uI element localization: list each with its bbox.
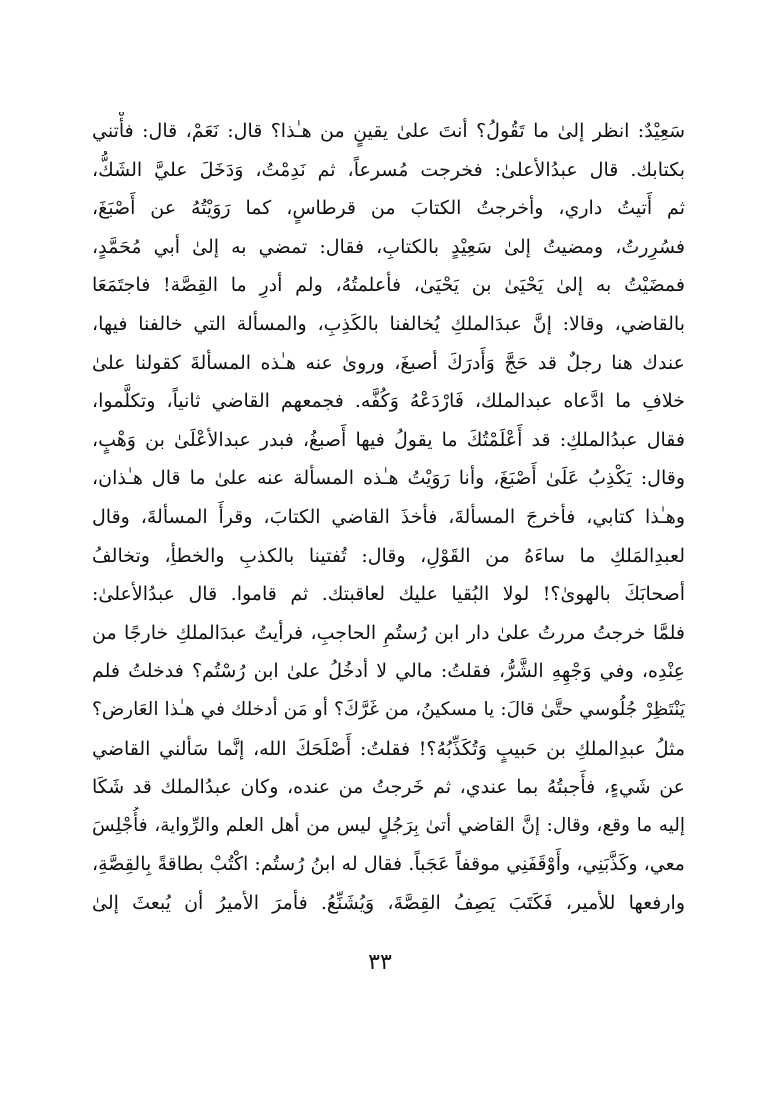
text-line-20: معي، وكَذَّبَنِي، وأَوْقَفَنِي موقفاً عَجَباً. فقال له ابنُ رُستُم: اكْتُبْ بطاقةً بِالقِصَّةِ،: [92, 853, 685, 876]
text-line-14: فلمَّا خرجتُ مررتُ علىٰ دار ابن رُستُمِ الحاجبِ، فرأيتُ عبدَالملكِ خارجًا من: [92, 621, 685, 644]
text-line-5: فمضَيْتُ به إلىٰ يَحْيَىٰ بن يَحْيَىٰ، فأعلمتُهُ، ولم أدرِ ما القِصَّة! فاجتَمَعَا: [92, 274, 685, 297]
text-line-13: أصحابَكَ بالهوىٰ؟! لولا البُقيا عليك لعاقبتك. ثم قاموا. قال عبدُالأعلىٰ:: [92, 583, 685, 606]
text-line-4: فسُرِرتُ، ومضيتُ إلىٰ سَعِيْدٍ بالكتابِ، فقال: تمضي به إلىٰ أبي مُحَمَّدٍ،: [92, 235, 685, 258]
text-line-9: فقال عبدُالملكِ: قد أَعْلَمْتُكَ ما يقولُ فيها أَصبغُ، فبدر عبدالأعْلَىٰ بن وَهْبٍ،: [92, 428, 685, 451]
text-line-11: وهـٰذا كتابي، فأخرجَ المسألةَ، فأخذَ القاضي الكتابَ، وقرأَ المسألةَ، وقال: [92, 505, 685, 528]
text-line-2: بكتابك. قال عبدُالأعلىٰ: فخرجت مُسرعاً، ثم نَدِمْتُ، وَدَخَلَ عليَّ الشَكُّ،: [92, 158, 685, 181]
page-number: ٣٣: [368, 950, 392, 975]
text-line-19: إليه ما وقع، وقال: إنَّ القاضي أتىٰ بِرَجُلٍ ليس من أهل العلم والرِّواية، فأُجْلِسَ: [92, 814, 685, 836]
text-line-10: وقال: يَكْذِبُ عَلَىٰ أَصْبَغَ، وأنا رَوَيْتُ هـٰذه المسألة عنه علىٰ ما قال هـٰذان،: [92, 467, 685, 490]
text-line-12: لعبدِالمَلكِ ما ساءَهُ من القَوْلِ، وقال: تُفتينا بالكذبِ والخطأِ، وتخالفُ: [92, 544, 685, 567]
text-line-1: سَعِيْدٌ: انظر إلىٰ ما تَقُولُ؟ أنتَ علىٰ يقينٍ من هـٰذا؟ قال: نَعَمْ، قال: فأْتني: [92, 120, 685, 142]
text-line-8: خلافِ ما ادَّعاه عبدالملك، فَارْدَعْهُ وَكُفَّه. فجمعهم القاضي ثانياً، وتكلَّموا،: [92, 390, 685, 413]
text-line-16: يَنْتَظِرْ جُلُوسي حتَّىٰ قالَ: يا مسكينُ، من غَرَّكَ؟ أو مَن أدخلك في هـٰذا العَارض؟: [92, 698, 685, 720]
text-line-21: وارفعها للأمير، فَكَتَبَ يَصِفُ القِصَّةَ، وَيُشَنِّعُ. فأمرَ الأميرُ أن يُبعثَ إلىٰ: [92, 891, 685, 914]
text-line-7: عندك هنا رجلٌ قد حَجَّ وَأَدرَكَ أصبغَ، وروىٰ عنه هـٰذه المسألةَ كقولنا علىٰ: [92, 351, 685, 374]
text-line-6: بالقاضي، وقالا: إنَّ عبدَالملكِ يُخالفنا بالكَذِبِ، والمسألة التي خالفنا فيها،: [92, 312, 685, 335]
body-text: [92, 112, 685, 922]
text-line-17: مثلُ عبدِالملكِ بن حَبيبٍ وَتُكَذِّبُهُ؟! فقلتُ: أَصْلَحَكَ الله، إنَّما سَألني القاضي: [92, 737, 685, 760]
text-line-15: عِنْدِه، وفي وَجْهِهِ الشَّرُّ، فقلتُ: مالي لا أدخُلُ علىٰ ابن رُسْتُم؟ فدخلتُ فلم: [92, 660, 685, 683]
text-line-3: ثم أَتيتُ داري، وأخرجتُ الكتابَ من قرطاسٍ، كما رَوَيْتُهُ عن أَصْبَغَ،: [92, 197, 685, 220]
text-line-18: عن شَيءٍ، فأَجبتُهُ بما عندي، ثم خَرجتُ من عنده، وكان عبدُالملك قد شَكَا: [92, 776, 685, 799]
